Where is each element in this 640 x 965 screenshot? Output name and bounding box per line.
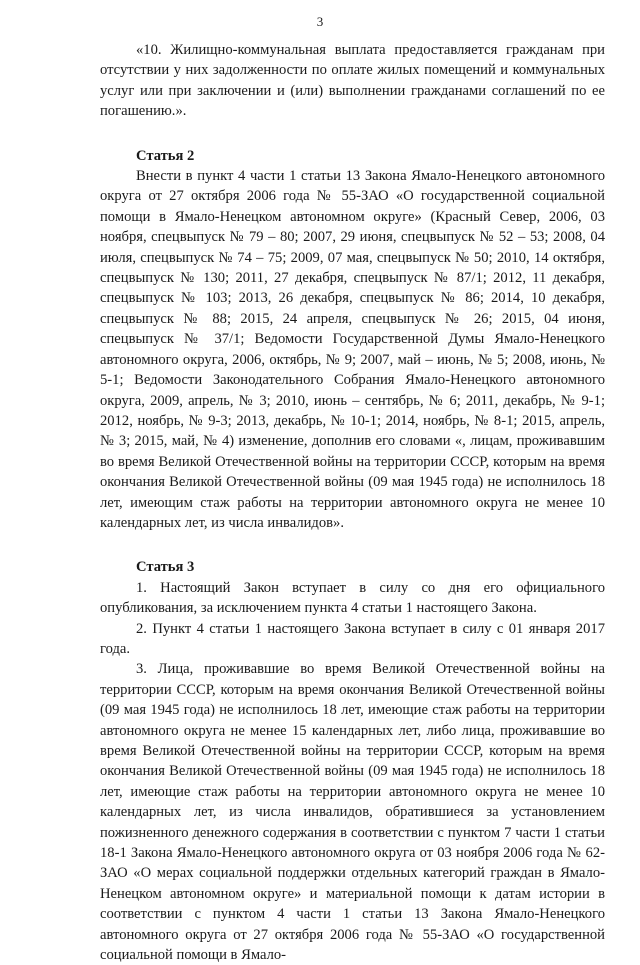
article-2-text: Внести в пункт 4 части 1 статьи 13 Закона Ямало-Ненецкого автономного округа от 27 октября 2006 года № 55-ЗАО «О государственной социальной помощи в Ямало-Ненецком автономном округе» (Красный Север, 2006, 03 ноября, спецвыпуск № 79 – 80; 2007, 29 июня, спецвыпуск № 52 – 53; 2008, 04 июля, спецвыпуск № 74 – 75; 2009, 07 мая, спецвыпуск № 50; 2010, 14 октября, спецвыпуск № 130; 2011, 27 декабря, спецвыпуск № 87/1; 2012, 11 декабря, спецвыпуск № 103; 2013, 26 декабря, спецвыпуск № 86; 2014, 10 декабря, спецвыпуск № 88; 2015, 24 апреля, спецвыпуск № 26; 2015, 04 июня, спецвыпуск № 37/1; Ведомости Государственной Думы Ямало-Ненецкого автономного округа, 2006, октябрь, № 9; 2007, май – июнь, № 5; 2008, июнь, № 5-1; Ведомости Законодательного Собрания Ямало-Ненецкого автономного округа, 2009, апрель, № 3; 2010, июнь – сентябрь, № 6; 2011, декабрь, № 9-1; 2012, ноябрь, № 9-3; 2013, декабрь, № 10-1; 2014, ноябрь, № 8-1; 2015, апрель, № 3; 2015, май, № 4) изменение, дополнив его словами «, лицам, проживавшим во время Великой Отечественной войны на территории СССР, которым на время окончания Великой Отечественной войны (09 мая 1945 года) не исполнилось 18 лет, имеющим стаж работы на территории автономного округа не менее 10 календарных лет, из числа инвалидов». xyxy=(100,168,605,531)
article-3-paragraph-3: 3. Лица, проживавшие во время Великой Отечественной войны на территории СССР, которым на время окончания Великой Отечественной войны (09 мая 1945 года) не исполнилось 18 лет, имеющие стаж работы на территории автономного округа не менее 15 календарных лет, либо лица, проживавшие во время Великой Отечественной войны на территории СССР, которым на время окончания Великой Отечественной войны (09 мая 1945 года) не исполнилось 18 лет, имеющие стаж работы на территории автономного округа не менее 10 календарных лет, из числа инвалидов, обратившиеся за установлением пожизненного денежного содержания в соответствии с пунктом 7 части 1 статьи 18-1 Закона Ямало-Ненецкого автономного округа от 03 ноября 2006 года № 62-ЗАО «О мерах социальной поддержки отдельных категорий граждан в Ямало-Ненецком автономном округе» и материальной помощи к датам истории в соответствии с пунктом 4 части 1 статьи 13 Закона Ямало-Ненецкого автономного округа от 27 октября 2006 года № 55-ЗАО «О государственной социальной помощи в Ямало- xyxy=(100,661,605,964)
intro-paragraph: «10. Жилищно-коммунальная выплата предоставляется гражданам при отсутствии у них задолженности по оплате жилых помещений и коммунальных услуг или при заключении и (или) выполнении гражданами соглашений по ее погашению.». xyxy=(100,42,605,120)
article-2-heading: Статья 2 xyxy=(136,147,195,164)
spacer xyxy=(100,122,605,146)
article-3-heading: Статья 3 xyxy=(136,559,195,576)
document-body xyxy=(100,40,605,965)
article-3-paragraph-2: 2. Пункт 4 статьи 1 настоящего Закона вступает в силу с 01 января 2017 года. xyxy=(100,620,605,657)
page-number: 3 xyxy=(316,14,324,29)
article-3-paragraph-1: 1. Настоящий Закон вступает в силу со дня его официального опубликования, за исключением пункта 4 статьи 1 настоящего Закона. xyxy=(100,579,605,617)
spacer xyxy=(100,533,605,557)
